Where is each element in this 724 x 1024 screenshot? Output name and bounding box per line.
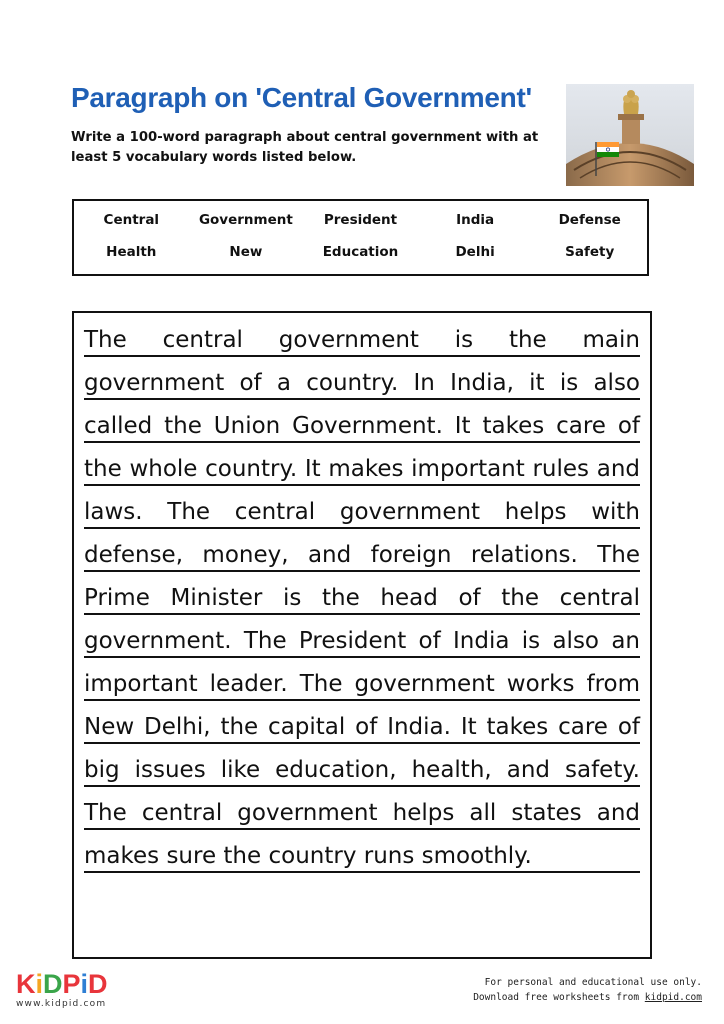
logo-letter: D <box>43 969 63 999</box>
logo-letter: K <box>16 969 36 999</box>
writing-line <box>84 527 640 529</box>
logo-letter: P <box>62 969 81 999</box>
paragraph-text: The central government is the main government of a country. In India, it is also called the Union Government. It takes care of the whole country. It makes important rules and laws. The central government helps with defense, money, and foreign relations. The Prime Minister is the head of the central government. The President of India is also an important leader. The government works from New Delhi, the capital of India. It takes care of big issues like education, health, and safety. The central government helps all states and makes sure the country runs smoothly. <box>84 319 640 878</box>
writing-line <box>84 699 640 701</box>
footer-line-1: For personal and educational use only. <box>484 977 702 988</box>
logo-letter: i <box>35 969 44 999</box>
vocab-word: President <box>323 212 398 228</box>
vocab-word: India <box>456 212 495 228</box>
vocab-word: Defense <box>558 212 621 228</box>
kidpid-logo <box>16 970 108 998</box>
vocab-word: Health <box>106 244 157 260</box>
footer-note <box>473 975 702 1005</box>
writing-line <box>84 828 640 830</box>
vocabulary-box <box>72 199 649 276</box>
vocab-word: Delhi <box>455 244 495 260</box>
footer-line-2-text: Download free worksheets from <box>473 992 645 1003</box>
vocab-word: Safety <box>565 244 615 260</box>
writing-line <box>84 441 640 443</box>
writing-line <box>84 570 640 572</box>
logo-letter: D <box>88 969 108 999</box>
writing-line <box>84 785 640 787</box>
writing-line <box>84 484 640 486</box>
vocabulary-grid <box>74 210 647 262</box>
writing-line <box>84 398 640 400</box>
vocab-word: Government <box>198 212 293 228</box>
national-emblem-icon <box>566 84 694 186</box>
writing-line <box>84 742 640 744</box>
vocab-word: New <box>229 244 263 260</box>
vocab-word: Education <box>322 244 399 260</box>
paragraph-box <box>72 311 652 959</box>
footer-link[interactable]: kidpid.com <box>644 992 702 1003</box>
instructions-text: Write a 100-word paragraph about central government with at least 5 vocabulary words listed below. <box>71 130 539 165</box>
page-title: Paragraph on 'Central Government' <box>71 82 532 113</box>
logo-letter: i <box>80 969 89 999</box>
logo-url: www.kidpid.com <box>16 999 107 1009</box>
writing-line <box>84 656 640 658</box>
vocab-word: Central <box>103 212 160 228</box>
writing-line <box>84 613 640 615</box>
writing-line <box>84 355 640 357</box>
writing-line <box>84 871 640 873</box>
footer-line-2 <box>473 990 702 1005</box>
